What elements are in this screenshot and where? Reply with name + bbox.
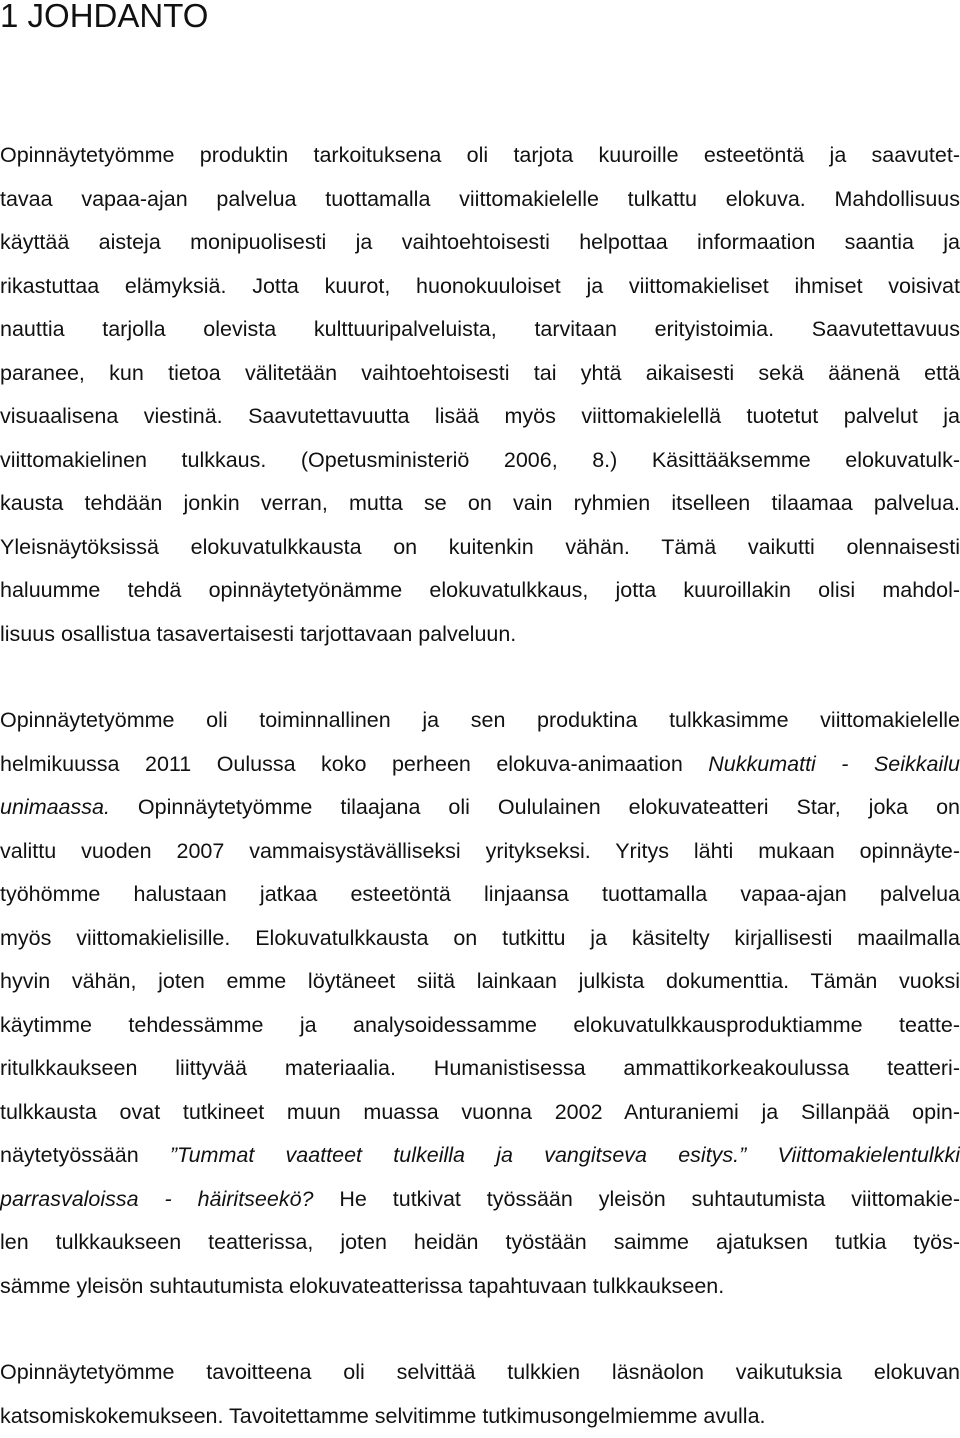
text-line [0, 352, 960, 396]
text-segment: käytimme tehdessämme ja analysoidessamme elokuvatulkkausproduktiamme teatte- [0, 1013, 960, 1037]
text-segment: Opinnäytetyömme tilaajana oli Oululainen elokuvateatteri Star, joka on [110, 795, 960, 819]
text-segment: nauttia tarjolla olevista kulttuuripalveluista, tarvitaan erityistoimia. Saavutettavuus [0, 317, 960, 341]
text-segment: lisuus osallistua tasavertaisesti tarjottavaan palveluun. [0, 622, 516, 646]
text-line [0, 221, 960, 265]
text-segment: valittu vuoden 2007 vammaisystävälliseksi yritykseksi. Yritys lähti mukaan opinnäyte- [0, 839, 960, 863]
text-segment: Yleisnäytöksissä elokuvatulkkausta on kuitenkin vähän. Tämä vaikutti olennaisesti [0, 535, 960, 559]
paragraph-2 [0, 699, 960, 1308]
text-segment: rikastuttaa elämyksiä. Jotta kuurot, huonokuuloiset ja viittomakieliset ihmiset voisivat [0, 274, 960, 298]
text-line [0, 1265, 960, 1309]
text-segment: käyttää aisteja monipuolisesti ja vaihtoehtoisesti helpottaa informaation saantia ja [0, 230, 960, 254]
text-line [0, 134, 960, 178]
text-segment: kausta tehdään jonkin verran, mutta se on vain ryhmien itselleen tilaamaa palvelua. [0, 491, 960, 515]
text-segment: haluumme tehdä opinnäytetyönämme elokuvatulkkaus, jotta kuuroillakin olisi mahdol- [0, 578, 960, 602]
chapter-heading: 1 JOHDANTO [0, 0, 208, 40]
italic-title-text: unimaassa. [0, 795, 110, 819]
text-line [0, 308, 960, 352]
paragraph-1 [0, 134, 960, 656]
text-segment: tavaa vapaa-ajan palvelua tuottamalla viittomakielelle tulkattu elokuva. Mahdollisuus [0, 187, 960, 211]
text-segment: tulkkausta ovat tutkineet muun muassa vuonna 2002 Anturaniemi ja Sillanpää opin- [0, 1100, 960, 1124]
text-segment: näytetyössään [0, 1143, 170, 1167]
text-segment: Opinnäytetyömme produktin tarkoituksena oli tarjota kuuroille esteetöntä ja saavutet- [0, 143, 960, 167]
text-segment: He tutkivat työssään yleisön suhtautumista viittomakie- [314, 1187, 960, 1211]
text-segment: Opinnäytetyömme tavoitteena oli selvittää tulkkien läsnäolon vaikutuksia elokuvan [0, 1360, 960, 1384]
text-line [0, 960, 960, 1004]
text-line [0, 699, 960, 743]
text-line [0, 743, 960, 787]
text-line [0, 178, 960, 222]
text-segment: työhömme halustaan jatkaa esteetöntä linjaansa tuottamalla vapaa-ajan palvelua [0, 882, 960, 906]
text-line [0, 1221, 960, 1265]
text-segment: sämme yleisön suhtautumista elokuvateatterissa tapahtuvaan tulkkaukseen. [0, 1274, 724, 1298]
text-line [0, 1178, 960, 1222]
text-segment: Opinnäytetyömme oli toiminnallinen ja sen produktina tulkkasimme viittomakielelle [0, 708, 960, 732]
text-line [0, 395, 960, 439]
text-line [0, 526, 960, 570]
text-line [0, 830, 960, 874]
italic-title-text: ”Tummat vaatteet tulkeilla ja vangitseva esitys.” Viittomakielentulkki [170, 1143, 960, 1167]
text-segment: paranee, kun tietoa välitetään vaihtoehtoisesti tai yhtä aikaisesti sekä äänenä että [0, 361, 960, 385]
text-line [0, 1395, 960, 1438]
text-line [0, 917, 960, 961]
italic-title-text: Nukkumatti - Seikkailu [708, 752, 960, 776]
text-line [0, 1134, 960, 1178]
text-line [0, 482, 960, 526]
paragraph-3 [0, 1351, 960, 1438]
text-line [0, 569, 960, 613]
text-segment: helmikuussa 2011 Oulussa koko perheen elokuva-animaation [0, 752, 708, 776]
text-line [0, 873, 960, 917]
text-line [0, 439, 960, 483]
italic-title-text: parrasvaloissa - häiritseekö? [0, 1187, 314, 1211]
text-line [0, 1351, 960, 1395]
text-line [0, 1091, 960, 1135]
text-line [0, 613, 960, 657]
text-segment: myös viittomakielisille. Elokuvatulkkausta on tutkittu ja käsitelty kirjallisesti maailmalla [0, 926, 960, 950]
text-segment: visuaalisena viestinä. Saavutettavuutta lisää myös viittomakielellä tuotetut palvelut ja [0, 404, 960, 428]
text-line [0, 786, 960, 830]
text-segment: len tulkkaukseen teatterissa, joten heidän työstään saimme ajatuksen tutkia työs- [0, 1230, 960, 1254]
text-line [0, 1047, 960, 1091]
text-line [0, 1004, 960, 1048]
text-line [0, 265, 960, 309]
text-segment: ritulkkaukseen liittyvää materiaalia. Humanistisessa ammattikorkeakoulussa teatteri- [0, 1056, 960, 1080]
text-segment: hyvin vähän, joten emme löytäneet siitä lainkaan julkista dokumenttia. Tämän vuoksi [0, 969, 960, 993]
text-segment: viittomakielinen tulkkaus. (Opetusministeriö 2006, 8.) Käsittääksemme elokuvatulk- [0, 448, 960, 472]
text-segment: katsomiskokemukseen. Tavoitettamme selvitimme tutkimusongelmiemme avulla. [0, 1404, 766, 1428]
